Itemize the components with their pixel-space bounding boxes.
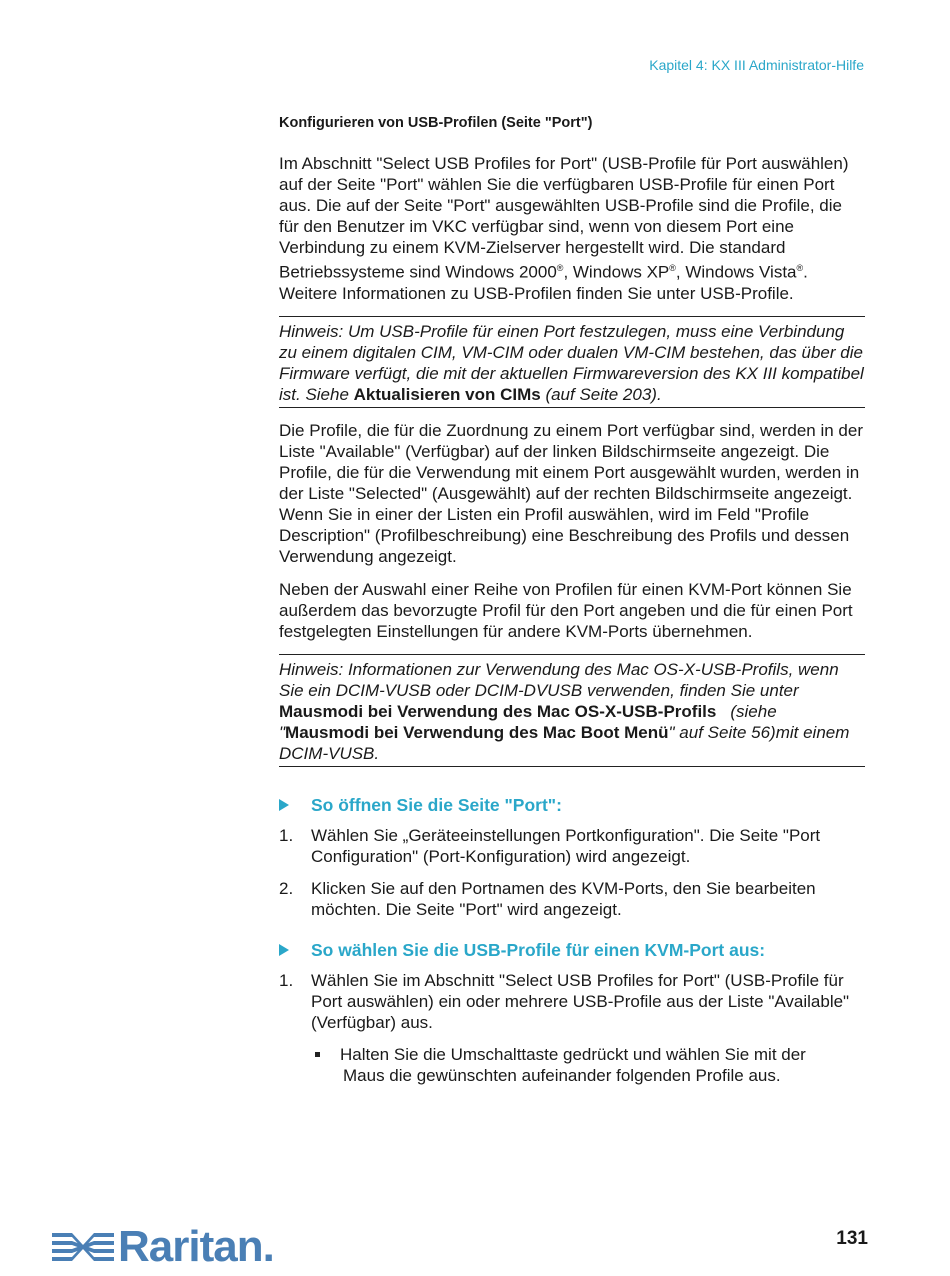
procedure-select-profiles-steps <box>279 970 865 1033</box>
raritan-logo <box>52 1222 274 1272</box>
link-mausmodi-osx[interactable]: Mausmodi bei Verwendung des Mac OS-X-USB-Profils <box>279 701 717 721</box>
procedure-open-port-title: So öffnen Sie die Seite "Port": <box>279 795 865 816</box>
note-mac-osx: Hinweis: Informationen zur Verwendung des Mac OS-X-USB-Profils, wenn Sie ein DCIM-VUSB oder DCIM-DVUSB verwenden, finden Sie unter Mausmodi bei Verwendung des Mac OS-X-USB-Profils (siehe "Mausmodi bei Verwendung des Mac Boot Menü" auf Seite 56)mit einem DCIM-VUSB. <box>279 654 865 767</box>
procedure-open-port-steps <box>279 825 865 920</box>
raritan-logo-icon <box>52 1227 114 1267</box>
procedure-select-profiles-title: So wählen Sie die USB-Profile für einen KVM-Port aus: <box>279 940 865 961</box>
list-item: 1. Wählen Sie „Geräteeinstellungen Portkonfiguration". Die Seite "Port Configuration" (Port-Konfiguration) wird angezeigt. <box>279 825 821 866</box>
note-cim-firmware: Hinweis: Um USB-Profile für einen Port festzulegen, muss eine Verbindung zu einem digitalen CIM, VM-CIM oder dualen VM-CIM bestehen, das über die Firmware verfügt, die mit der aktuellen Firmwareversion des KX III kompatibel ist. Siehe Aktualisieren von CIMs (auf Seite 203). <box>279 316 865 408</box>
link-mausmodi-boot-menu[interactable]: Mausmodi bei Verwendung des Mac Boot Menü <box>285 722 669 742</box>
intro-paragraph: Im Abschnitt "Select USB Profiles for Port" (USB-Profile für Port auswählen) auf der Seite "Port" wählen Sie die verfügbaren USB-Profile für einen Port aus. Die auf der Seite "Port" ausgewählten USB-Profile sind die Profile, die für den Benutzer im VKC verfügbar sind, wenn von diesem Port eine Verbindung zu einem KVM-Zielserver hergestellt wird. Die standard Betriebssysteme sind Windows 2000®, Windows XP®, Windows Vista®. Weitere Informationen zu USB-Profilen finden Sie unter USB-Profile. <box>279 154 849 303</box>
logo-text: Raritan. <box>118 1222 274 1271</box>
chapter-header: Kapitel 4: KX III Administrator-Hilfe <box>649 57 864 73</box>
page-content <box>279 113 865 1086</box>
page-number: 131 <box>836 1228 868 1249</box>
bullet-item: Halten Sie die Umschalttaste gedrückt und wählen Sie mit der Maus die gewünschten aufeinander folgenden Profile aus. <box>279 1044 865 1086</box>
section-title: Konfigurieren von USB-Profilen (Seite "Port") <box>279 115 593 131</box>
profiles-paragraph: Die Profile, die für die Zuordnung zu einem Port verfügbar sind, werden in der Liste "Available" (Verfügbar) auf der linken Bildschirmseite angezeigt. Die Profile, die für die Verwendung mit einem Port ausgewählt wurden, werden in der Liste "Selected" (Ausgewählt) auf der rechten Bildschirmseite angezeigt. Wenn Sie in einer der Listen ein Profil auswählen, wird im Feld "Profile Description" (Profilbeschreibung) eine Beschreibung des Profils und dessen Verwendung angezeigt. <box>279 420 863 566</box>
link-aktualisieren-cims[interactable]: Aktualisieren von CIMs <box>353 384 541 404</box>
bullet-square-icon <box>315 1052 320 1057</box>
list-item: 2. Klicken Sie auf den Portnamen des KVM-Ports, den Sie bearbeiten möchten. Die Seite "Port" wird angezeigt. <box>279 878 816 919</box>
triangle-icon <box>279 799 289 811</box>
preferred-profile-paragraph: Neben der Auswahl einer Reihe von Profilen für einen KVM-Port können Sie außerdem das bevorzugte Profil für den Port angeben und die für einen Port festgelegten Einstellungen für andere KVM-Ports übernehmen. <box>279 579 853 641</box>
list-item: 1. Wählen Sie im Abschnitt "Select USB Profiles for Port" (USB-Profile für Port auswählen) ein oder mehrere USB-Profile aus der Liste "Available" (Verfügbar) aus. <box>279 970 850 1032</box>
triangle-icon <box>279 944 289 956</box>
